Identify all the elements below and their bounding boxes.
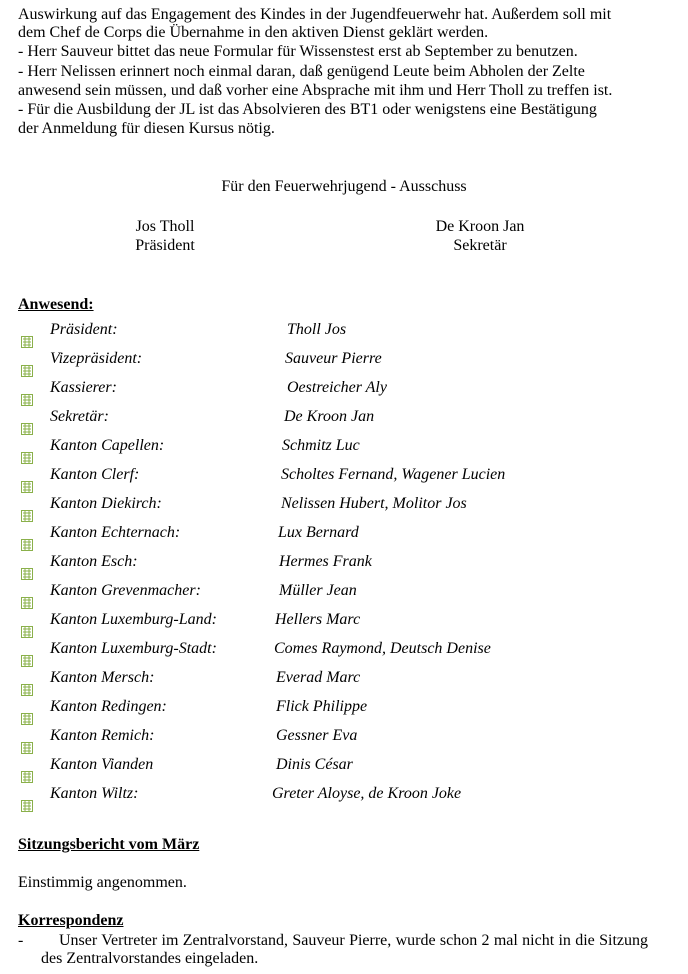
attendee-role: Kassierer: xyxy=(50,379,117,396)
minutes-heading: Sitzungsbericht vom März xyxy=(18,836,200,853)
attendee-name: Lux Bernard xyxy=(278,524,359,541)
signature-left xyxy=(95,217,235,255)
bullet-icon xyxy=(21,712,33,724)
attendee-role: Kanton Esch: xyxy=(50,553,138,570)
bullet-icon xyxy=(21,393,33,405)
bullet-icon xyxy=(21,596,33,608)
minutes-text: Einstimmig angenommen. xyxy=(18,874,187,891)
bullet-icon xyxy=(21,509,33,521)
signature-right-name: De Kroon Jan xyxy=(435,218,525,235)
bullet-icon xyxy=(21,799,33,811)
attendee-name: Scholtes Fernand, Wagener Lucien xyxy=(281,466,506,483)
bullet-icon xyxy=(21,770,33,782)
attendee-name: Greter Aloyse, de Kroon Joke xyxy=(272,785,462,802)
attendee-name: Oestreicher Aly xyxy=(287,379,387,396)
attendee-role: Kanton Clerf: xyxy=(50,466,140,483)
list-dash: - xyxy=(18,932,24,949)
bullet-icon xyxy=(21,335,33,347)
bullet-icon xyxy=(21,567,33,579)
correspondence-item xyxy=(18,932,648,968)
bullet-icon xyxy=(21,654,33,666)
bullet-icon xyxy=(21,741,33,753)
intro-line: der Anmeldung für diesen Kursus nötig. xyxy=(18,120,275,137)
attendee-role: Vizepräsident: xyxy=(50,350,143,367)
attendee-name: Tholl Jos xyxy=(287,321,347,338)
bullet-icon xyxy=(21,422,33,434)
signature-right xyxy=(400,217,560,255)
attendee-role: Kanton Redingen: xyxy=(50,698,167,715)
attendee-role: Kanton Luxemburg-Stadt: xyxy=(50,640,217,657)
attendee-role: Kanton Remich: xyxy=(50,727,155,744)
correspondence-heading: Korrespondenz xyxy=(18,912,124,929)
attendee-name: Nelissen Hubert, Molitor Jos xyxy=(281,495,467,512)
bullet-icon xyxy=(21,683,33,695)
attendee-name: Flick Philippe xyxy=(276,698,368,715)
intro-line: - Herr Sauveur bittet das neue Formular für Wissenstest erst ab September zu benutzen. xyxy=(18,43,578,60)
bullet-icon xyxy=(21,364,33,376)
intro-line: - Herr Nelissen erinnert noch einmal daran, daß genügend Leute beim Abholen der Zelte xyxy=(18,63,585,80)
attendee-role: Kanton Capellen: xyxy=(50,437,165,454)
bullet-icon xyxy=(21,625,33,637)
signature-left-role: Präsident xyxy=(135,237,195,254)
attendee-role: Präsident: xyxy=(50,321,118,338)
attendee-name: Hellers Marc xyxy=(275,611,361,628)
bullet-icon xyxy=(21,451,33,463)
correspondence-text: Unser Vertreter im Zentralvorstand, Sauveur Pierre, wurde schon 2 mal nicht in die Sitzung des Zentralvorstandes eingeladen. xyxy=(41,932,648,967)
intro-line: dem Chef de Corps die Übernahme in den aktiven Dienst geklärt werden. xyxy=(18,24,489,41)
attendee-name: De Kroon Jan xyxy=(284,408,375,425)
attendee-name: Everad Marc xyxy=(276,669,361,686)
attendee-name: Hermes Frank xyxy=(279,553,372,570)
attendee-role: Kanton Grevenmacher: xyxy=(50,582,201,599)
attendee-name: Müller Jean xyxy=(279,582,357,599)
attendee-role: Kanton Wiltz: xyxy=(50,785,139,802)
committee-line: Für den Feuerwehrjugend - Ausschuss xyxy=(221,178,467,195)
attendee-name: Comes Raymond, Deutsch Denise xyxy=(274,640,491,657)
intro-line: - Für die Ausbildung der JL ist das Absolvieren des BT1 oder wenigstens eine Bestätigung xyxy=(18,101,597,118)
attendee-role: Kanton Echternach: xyxy=(50,524,181,541)
intro-line: Auswirkung auf das Engagement des Kindes in der Jugendfeuerwehr hat. Außerdem soll mit xyxy=(18,6,612,23)
attendee-role: Kanton Diekirch: xyxy=(50,495,162,512)
attendee-role: Kanton Vianden xyxy=(50,756,154,773)
attendee-name: Schmitz Luc xyxy=(282,437,360,454)
signature-right-role: Sekretär xyxy=(453,237,507,254)
attendee-role: Kanton Luxemburg-Land: xyxy=(50,611,217,628)
attendee-role: Kanton Mersch: xyxy=(50,669,155,686)
attendee-name: Sauveur Pierre xyxy=(285,350,382,367)
intro-line: anwesend sein müssen, und daß vorher eine Absprache mit ihm und Herr Tholl zu treffen ist. xyxy=(18,82,613,99)
attendee-name: Dinis César xyxy=(276,756,353,773)
attendee-role: Sekretär: xyxy=(50,408,109,425)
bullet-icon xyxy=(21,480,33,492)
bullet-icon xyxy=(21,538,33,550)
signature-left-name: Jos Tholl xyxy=(135,218,195,235)
attendance-heading: Anwesend: xyxy=(18,296,94,313)
attendee-name: Gessner Eva xyxy=(276,727,358,744)
